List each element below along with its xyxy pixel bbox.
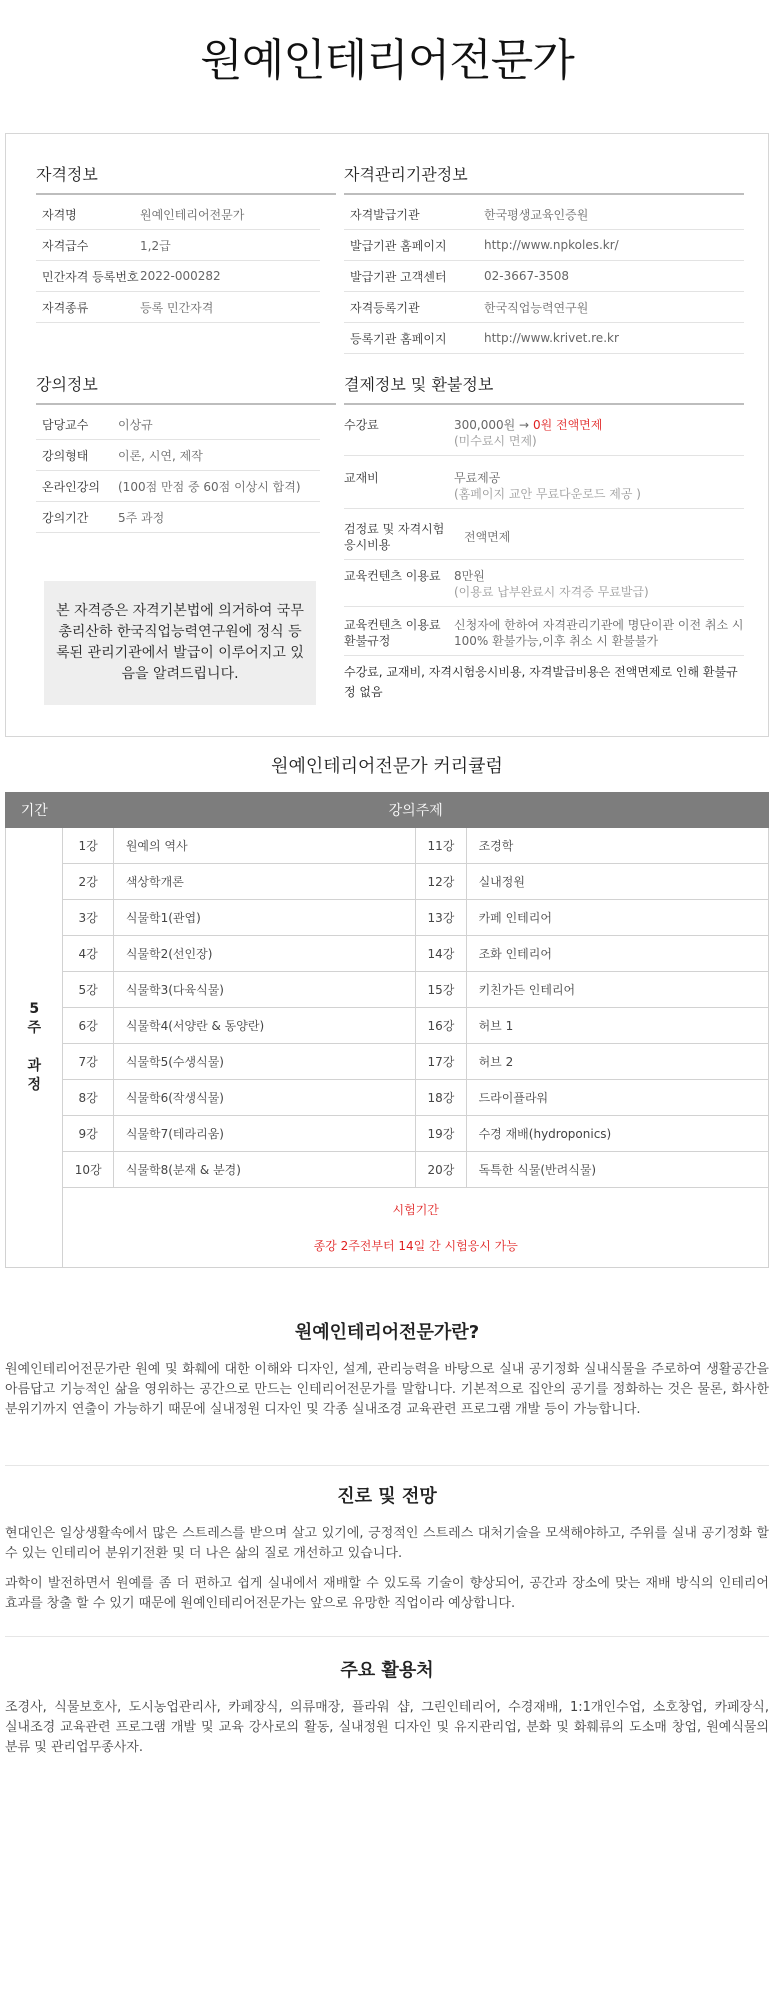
table-row [6,972,769,1008]
row-value [454,470,744,502]
lesson-num: 18강 [416,1080,466,1116]
row-label: 자격명 [42,207,77,222]
lesson-num: 10강 [63,1152,113,1188]
row-label: 검정료 및 자격시험 응시비용 [344,522,445,552]
row-label: 발급기관 고객센터 [350,269,447,284]
section-heading: 진로 및 전망 [337,1486,437,1507]
exam-desc: 종강 2주전부터 14일 간 시험응시 가능 [313,1238,518,1253]
row-label: 교육컨텐츠 이용료 환불규정 [344,618,441,648]
info-row [36,199,320,230]
lesson-name: 색상학개론 [113,864,415,900]
notice-box: 본 자격증은 자격기본법에 의거하여 국무총리산하 한국직업능력연구원에 정식 등록된 관리기관에서 발급이 이루어지고 있음을 알려드립니다. [44,581,316,705]
info-row [344,292,744,323]
info-row [344,230,744,261]
row-label: 자격급수 [42,238,89,253]
lesson-name: 실내정원 [466,864,768,900]
lesson-num: 7강 [63,1044,113,1080]
lesson-name: 독특한 식물(반려식물) [466,1152,768,1188]
lesson-name: 식물학7(테라리움) [113,1116,415,1152]
row-label: 교육컨텐츠 이용료 [344,569,441,583]
lesson-num: 12강 [416,864,466,900]
payment-note: 수강료, 교재비, 자격시험응시비용, 자격발급비용은 전액면제로 인해 환불규정 없음 [344,665,738,699]
lecture-section [36,372,336,533]
row-label: 발급기관 홈페이지 [350,238,447,253]
lesson-name: 식물학2(선인장) [113,936,415,972]
info-row [36,292,320,323]
qualification-section [36,162,336,323]
info-row [36,502,320,533]
row-value: 1,2급 [140,238,171,253]
row-label: 등록기관 홈페이지 [350,331,447,346]
fee-price: 300,000원 [454,418,516,432]
paragraph: 현대인은 일상생활속에서 많은 스트레스를 받으며 살고 있기에, 긍정적인 스트레스 대처기술을 모색해야하고, 주위를 실내 공기정화 할 수 있는 인테리어 분위기전환 및 더 나은 삶의 질로 개선하고 있습니다. [5,1526,769,1561]
info-row [344,261,744,292]
material-row [344,456,744,509]
material-value: 무료제공 [454,471,501,485]
info-row [36,471,320,502]
period-text: 5 [29,1001,40,1017]
period-text: 주 [27,1020,41,1036]
lesson-num: 3강 [63,900,113,936]
info-row [344,199,744,230]
fee-row [344,409,744,456]
lesson-name: 조경학 [466,828,768,864]
fee-free: 0원 전액면제 [532,418,603,432]
row-label: 교재비 [344,471,379,485]
table-row [6,1116,769,1152]
table-row [6,1152,769,1188]
usage-section [5,1656,769,1768]
lesson-num: 8강 [63,1080,113,1116]
row-value: 한국평생교육인증원 [484,207,589,222]
page-title: 원예인테리어전문가 [200,35,574,86]
row-value: 이론, 시연, 제작 [118,448,203,463]
row-label: 담당교수 [42,417,89,432]
lesson-num: 14강 [416,936,466,972]
content-sub: (이용료 납부완료시 자격증 무료발급) [454,585,649,599]
lesson-name: 식물학3(다육식물) [113,972,415,1008]
row-value [454,568,744,600]
lesson-name: 조화 인테리어 [466,936,768,972]
row-value: 전액면제 [464,530,511,544]
table-row [6,828,769,864]
lesson-name: 카페 인테리어 [466,900,768,936]
paragraph: 과학이 발전하면서 원예를 좀 더 편하고 쉽게 실내에서 재배할 수 있도록 기술이 향상되어, 공간과 장소에 맞는 재배 방식의 인테리어 효과를 창출 할 수 있기 때문에 원예인테리어전문가는 앞으로 유망한 직업이라 예상합니다. [5,1576,769,1611]
lesson-num: 9강 [63,1116,113,1152]
lesson-num: 20강 [416,1152,466,1188]
info-row [36,230,320,261]
career-section [5,1482,769,1624]
section-heading: 주요 활용처 [340,1660,434,1681]
lesson-num: 2강 [63,864,113,900]
exam-period-cell [63,1188,769,1268]
lesson-num: 1강 [63,828,113,864]
lesson-name: 식물학8(분재 & 분경) [113,1152,415,1188]
info-row [36,409,320,440]
row-value: (100점 만점 중 60점 이상시 합격) [118,479,301,494]
row-value: 등록 민간자격 [140,300,214,315]
lesson-name: 원예의 역사 [113,828,415,864]
section-heading: 원예인테리어전문가란? [294,1322,480,1343]
period-cell [6,828,63,1268]
content-value: 8만원 [454,569,485,583]
content-fee-row [344,560,744,607]
lesson-name: 허브 1 [466,1008,768,1044]
paragraph: 조경사, 식물보호사, 도시농업관리사, 카페장식, 의류매장, 플라워 샵, 그린인테리어, 수경재배, 1:1개인수업, 소호창업, 카페장식, 실내조경 교육관련 프로그램 개발 및 교육 강사로의 활동, 실내정원 디자인 및 유지관리업, 분화 및 화훼류의 도소매 창업, 원예식물의 분류 및 관리업무종사자. [5,1700,769,1755]
info-row [344,323,744,354]
refund-row [344,607,744,656]
material-sub: (홈페이지 교안 무료다운로드 제공 ) [454,487,641,501]
lesson-name: 식물학6(작생식물) [113,1080,415,1116]
row-value: 원예인테리어전문가 [140,207,245,222]
divider [5,1465,769,1466]
info-box [5,133,769,737]
curriculum-title: 원예인테리어전문가 커리큘럼 [271,756,503,777]
info-row [36,261,320,292]
period-text: 과 [27,1058,41,1074]
about-section [5,1318,769,1430]
lesson-num: 15강 [416,972,466,1008]
lesson-name: 키친가든 인테리어 [466,972,768,1008]
lesson-num: 17강 [416,1044,466,1080]
row-value: 2022-000282 [140,269,221,283]
lesson-name: 식물학1(관엽) [113,900,415,936]
lesson-name: 허브 2 [466,1044,768,1080]
lesson-num: 16강 [416,1008,466,1044]
payment-section [344,372,744,702]
lesson-name: 식물학5(수생식물) [113,1044,415,1080]
agency-section [344,162,744,354]
exam-fee-row [344,509,744,560]
col-header-topic: 강의주제 [63,793,769,828]
info-row [36,440,320,471]
section-title: 강의정보 [36,372,336,405]
row-label: 온라인강의 [42,479,100,494]
row-value: 02-3667-3508 [484,269,570,283]
table-row [6,1044,769,1080]
lesson-num: 6강 [63,1008,113,1044]
exam-title: 시험기간 [392,1202,439,1217]
lesson-name: 식물학4(서양란 & 동양란) [113,1008,415,1044]
period-text: 정 [27,1077,41,1093]
lesson-num: 11강 [416,828,466,864]
row-label: 자격발급기관 [350,207,420,222]
row-value: 한국직업능력연구원 [484,300,589,315]
row-label: 자격종류 [42,300,89,315]
col-header-period: 기간 [6,793,63,828]
row-value: 이상규 [118,417,153,432]
table-row [6,1188,769,1268]
row-label: 강의기간 [42,510,89,525]
row-value [454,417,744,449]
lesson-name: 수경 재배(hydroponics) [466,1116,768,1152]
row-label: 민간자격 등록번호 [42,269,139,284]
row-label: 자격등록기관 [350,300,420,315]
lesson-num: 4강 [63,936,113,972]
section-title: 자격정보 [36,162,336,195]
table-row [6,1008,769,1044]
issuer-homepage-link[interactable]: http://www.npkoles.kr/ [484,238,619,252]
row-label: 강의형태 [42,448,89,463]
divider [5,1636,769,1637]
fee-sub: (미수료시 면제) [454,434,537,448]
table-row [6,864,769,900]
table-row [6,1080,769,1116]
lesson-num: 19강 [416,1116,466,1152]
paragraph: 원예인테리어전문가란 원예 및 화훼에 대한 이해와 디자인, 설계, 관리능력을 바탕으로 실내 공기정화 실내식물을 주로하여 생활공간을 아름답고 기능적인 삶을 영위하는 공간으로 만드는 인테리어전문가를 말합니다. 기본적으로 집안의 공기를 정화하는 것은 물론, 화사한 분위기까지 연출이 가능하기 때문에 실내정원 디자인 및 각종 실내조경 교육관련 프로그램 개발 등이 가능합니다. [5,1362,769,1417]
row-value: 신청자에 한하여 자격관리기관에 명단이관 이전 취소 시 100% 환불가능,이후 취소 시 환불불가 [454,618,744,648]
section-title: 자격관리기관정보 [344,162,744,195]
curriculum-table [5,792,769,1268]
table-row [6,900,769,936]
row-label: 수강료 [344,418,379,432]
arrow-icon: → [519,418,530,432]
lesson-name: 드라이플라워 [466,1080,768,1116]
lesson-num: 13강 [416,900,466,936]
lesson-num: 5강 [63,972,113,1008]
table-row [6,936,769,972]
section-title: 결제정보 및 환불정보 [344,372,744,405]
registrar-homepage-link[interactable]: http://www.krivet.re.kr [484,331,619,345]
row-value: 5주 과정 [118,510,165,525]
